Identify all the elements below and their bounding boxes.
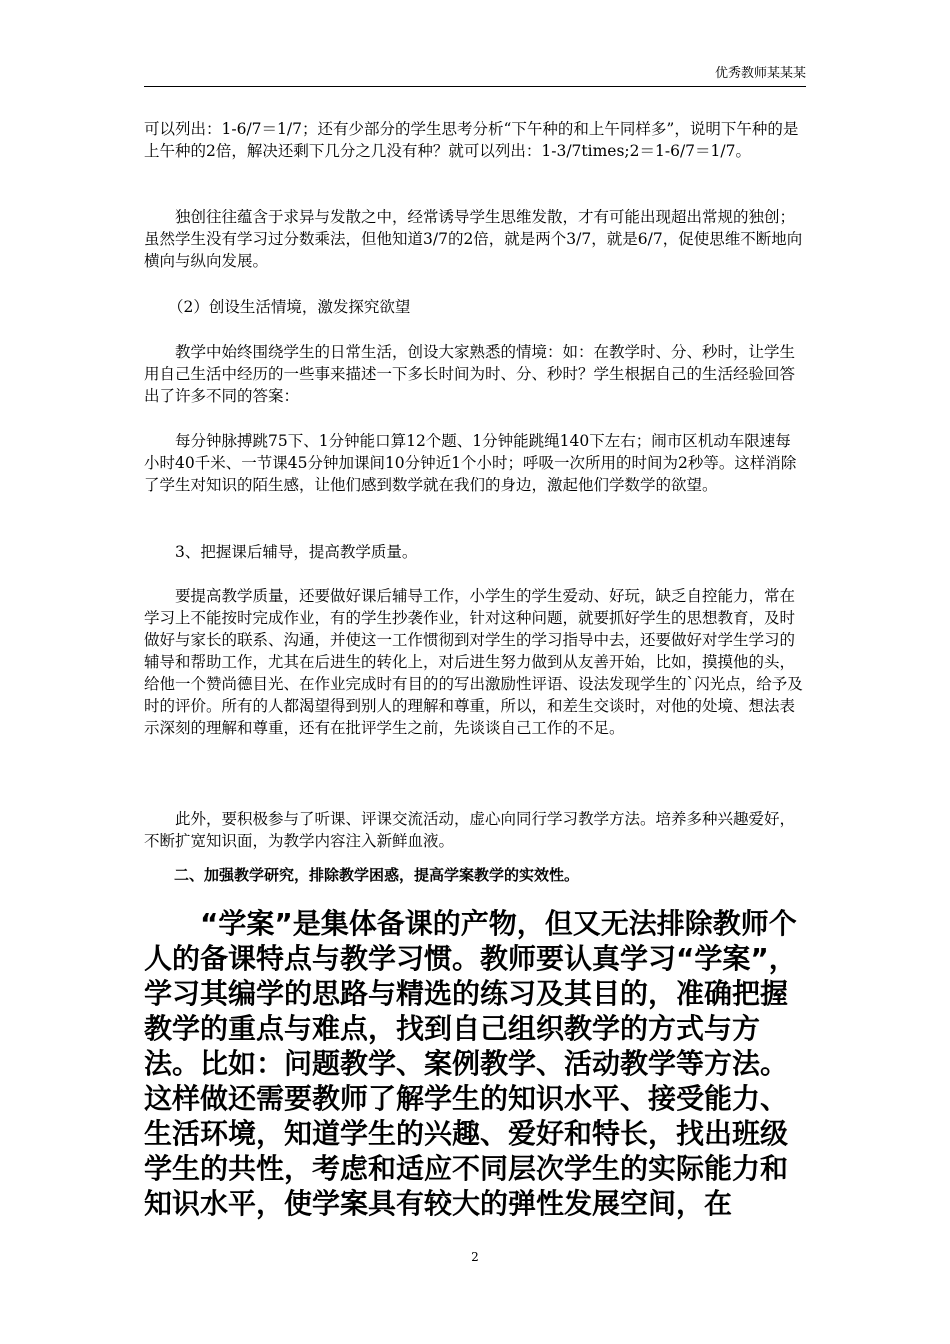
header-divider: [144, 86, 806, 87]
paragraph-student-answers: 每分钟脉搏跳75下、1分钟能口算12个题、1分钟能跳绳140下左右；闹市区机动车限速每小时40千米、一节课45分钟加课间10分钟近1个小时；呼吸一次所用的时间为2秒等。这样消除了学生对知识的陌生感，让他们感到数学就在我们的身边，激起他们学数学的欲望。: [144, 432, 797, 494]
paragraph-tutoring-work: 要提高教学质量，还要做好课后辅导工作，小学生的学生爱动、好玩，缺乏自控能力，常在学习上不能按时完成作业，有的学生抄袭作业，针对这种问题，就要抓好学生的思想教育，及时做好与家长的联系、沟通，并使这一工作惯彻到对学生的学习指导中去，还要做好对学生学习的辅导和帮助工作，尤其在后进生的转化上，对后进生努力做到从友善开始，比如，摸摸他的头，给他一个赞尚德目光、在作业完成时有目的的写出激励性评语、设法发现学生的`闪光点，给予及时的评价。所有的人都渴望得到别人的理解和尊重，所以，和差生交谈时，对他的处境、想法表示深刻的理解和尊重，还有在批评学生之前，先谈谈自己工作的不足。: [144, 587, 803, 737]
subheading-after-class-tutoring: 3、把握课后辅导，提高教学质量。: [175, 543, 418, 561]
paragraph-equation-continuation: 可以列出：1-6/7＝1/7；还有少部分的学生思考分析“下午种的和上午同样多”，说明下午种的是上午种的2倍，解决还剩下几分之几没有种？就可以列出：1-3/7times;2＝1-6/7＝1/7。: [144, 120, 799, 160]
subheading-life-situations: （2）创设生活情境，激发探究欲望: [168, 298, 411, 316]
paragraph-professional-development: 此外，要积极参与了听课、评课交流活动，虚心向同行学习教学方法。培养多种兴趣爱好，不断扩宽知识面，为教学内容注入新鲜血液。: [144, 810, 796, 850]
section-heading-teaching-research: 二、加强教学研究，排除教学困惑，提高学案教学的实效性。: [174, 866, 580, 884]
paragraph-study-plan: “学案”是集体备课的产物，但又无法排除教师个人的备课特点与教学习惯。教师要认真学习“学案”，学习其编学的思路与精选的练习及其目的，准确把握教学的重点与难点，找到自己组织教学的方式与方法。比如：问题教学、案例教学、活动教学等方法。这样做还需要教师了解学生的知识水平、接受能力、生活环境，知道学生的兴趣、爱好和特长，找出班级学生的共性，考虑和适应不同层次学生的实际能力和知识水平，使学案具有较大的弹性发展空间，在: [144, 907, 797, 1220]
page-number: 2: [471, 1250, 479, 1264]
paragraph-daily-life-teaching: 教学中始终围绕学生的日常生活，创设大家熟悉的情境：如：在教学时、分、秒时，让学生用自己生活中经历的一些事来描述一下多长时间为时、分、秒时？学生根据自己的生活经验回答出了许多不同的答案：: [144, 343, 796, 405]
paragraph-divergent-thinking: 独创往往蕴含于求异与发散之中，经常诱导学生思维发散，才有可能出现超出常规的独创；虽然学生没有学习过分数乘法，但他知道3/7的2倍，就是两个3/7，就是6/7，促使思维不断地向横向与纵向发展。: [144, 208, 803, 270]
page-header-author: 优秀教师某某某: [714, 66, 806, 81]
